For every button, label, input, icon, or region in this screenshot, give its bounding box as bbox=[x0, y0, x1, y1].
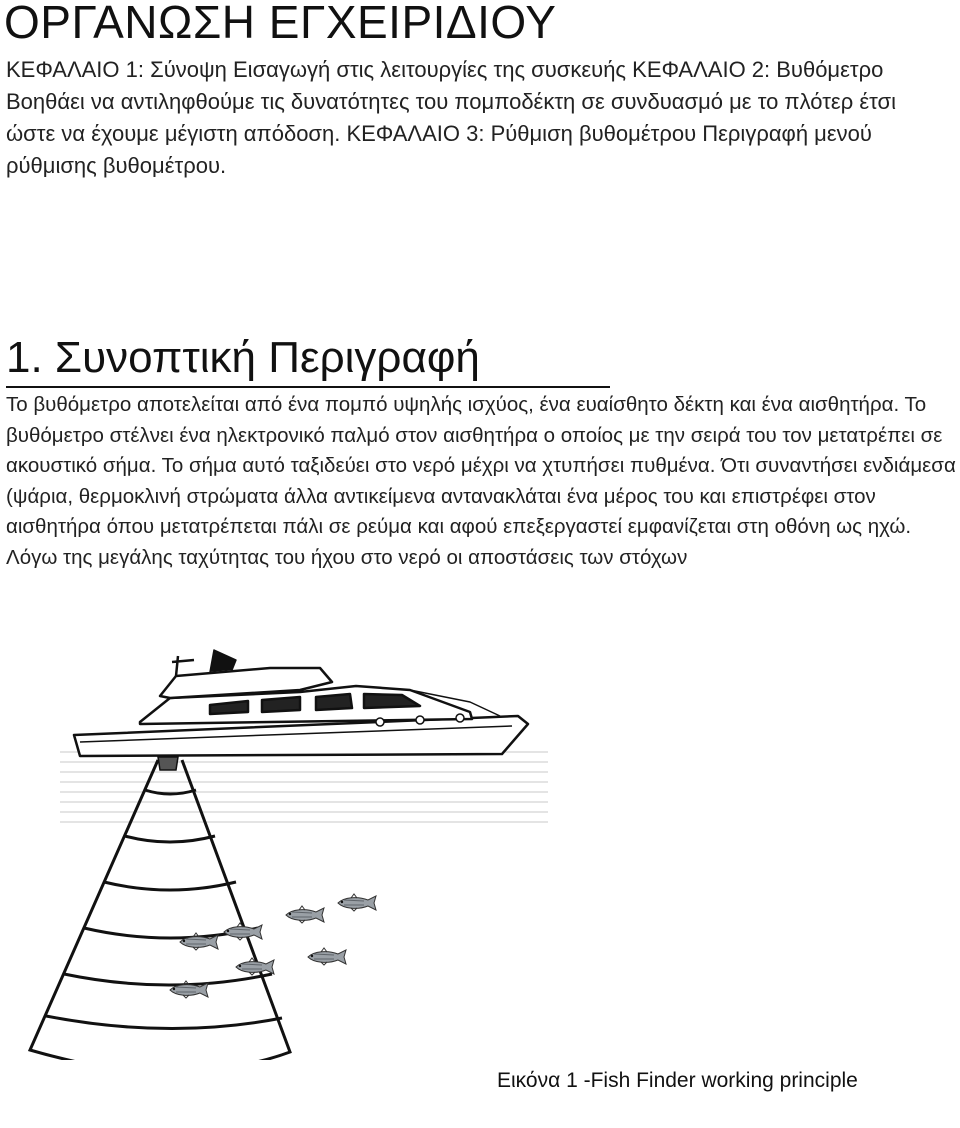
body-paragraph: Το βυθόμετρο αποτελείται από ένα πομπό υψηλής ισχύος, ένα ευαίσθητο δέκτη και ένα αισθητήρα. Το βυθόμετρο στέλνει ένα ηλεκτρονικό παλμό στον αισθητήρα ο οποίος με την σειρά του τον μετατρέπει σε ακουστικό σήμα. Το σήμα αυτό ταξιδεύει στο νερό μέχρι να χτυπήσει πυθμένα. Ότι συναντήσει ενδιάμεσα (ψάρια, θερμοκλινή στρώματα άλλα αντικείμενα αντανακλάται ένα μέρος του και επιστρέφει στον αισθητήρα όπου μετατρέπεται πάλι σε ρεύμα και αφού επεξεργαστεί εμφανίζεται στη οθόνη ως ηχώ. Λόγω της μεγάλης ταχύτητας του ήχου στο νερό οι αποστάσεις των στόχων bbox=[6, 393, 956, 569]
fish-1 bbox=[338, 894, 376, 911]
fish-school bbox=[170, 894, 376, 998]
fish-finder-figure bbox=[0, 640, 960, 1060]
fish-2 bbox=[286, 906, 324, 923]
figure-caption: Εικόνα 1 -Fish Finder working principle bbox=[497, 1069, 858, 1092]
sonar-cone bbox=[30, 760, 290, 1060]
transducer bbox=[158, 757, 178, 770]
chapter-overview: ΚΕΦΑΛΑΙΟ 1: Σύνοψη Εισαγωγή στις λειτουργίες της συσκευής ΚΕΦΑΛΑΙΟ 2: Βυθόμετρο Βοηθάει να αντιληφθούμε τις δυνατότητες του πομποδέκτη σε συνδυασμό με το πλότερ έτσι ώστε να έχουμε μέγιστη απόδοση. ΚΕΦΑΛΑΙΟ 3: Ρύθμιση βυθομέτρου Περιγραφή μενού ρύθμισης βυθομέτρου. bbox=[6, 57, 896, 178]
page-title: ΟΡΓΑΝΩΣΗ ΕΓΧΕΙΡΙΔΙΟΥ bbox=[4, 0, 557, 48]
section-heading: 1. Συνοπτική Περιγραφή bbox=[6, 330, 610, 388]
water-surface bbox=[60, 752, 548, 822]
boat bbox=[74, 650, 528, 756]
fish-5 bbox=[308, 948, 346, 965]
